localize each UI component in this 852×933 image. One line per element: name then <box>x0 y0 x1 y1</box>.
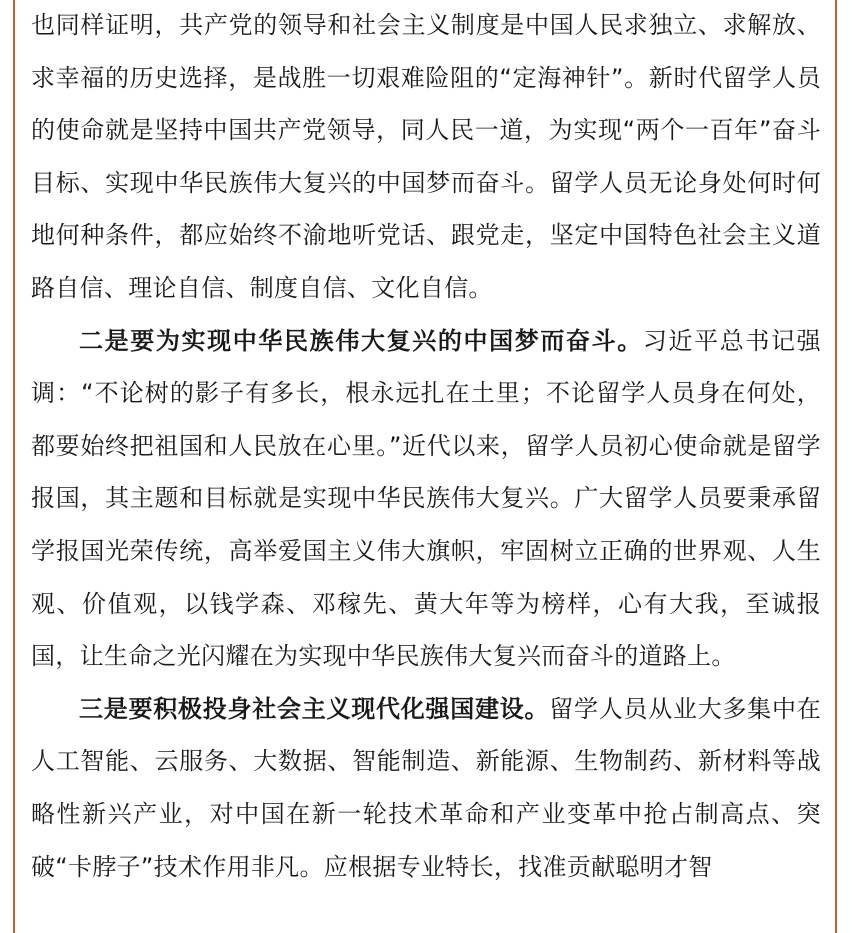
paragraph-second-point <box>31 315 821 683</box>
paragraph-continued <box>31 0 821 315</box>
paragraph-lead-heading: 二是要为实现中华民族伟大复兴的中国梦而奋斗。 <box>79 326 643 355</box>
paragraph-third-point <box>31 683 821 893</box>
document-page <box>13 0 837 933</box>
paragraph-text: 习近平总书记强调：“不论树的影子有多长，根永远扎在土里；不论留学人员身在何处，都要始终把祖国和人民放在心里。”近代以来，留学人员初心使命就是留学报国，其主题和目标就是实现中华民族伟大复兴。广大留学人员要秉承留学报国光荣传统，高举爱国主义伟大旗帜，牢固树立正确的世界观、人生观、价值观，以钱学森、邓稼先、黄大年等为榜样，心有大我，至诚报国，让生命之光闪耀在为实现中华民族伟大复兴而奋斗的道路上。 <box>31 326 821 671</box>
article-body <box>31 0 821 893</box>
paragraph-text: 留学人员从业大多集中在人工智能、云服务、大数据、智能制造、新能源、生物制药、新材料等战略性新兴产业，对中国在新一轮技术革命和产业变革中抢占制高点、突破“卡脖子”技术作用非凡。应根据专业特长，找准贡献聪明才智 <box>31 694 821 881</box>
paragraph-lead-heading: 三是要积极投身社会主义现代化强国建设。 <box>79 694 550 723</box>
paragraph-text: 也同样证明，共产党的领导和社会主义制度是中国人民求独立、求解放、求幸福的历史选择，是战胜一切艰难险阻的“定海神针”。新时代留学人员的使命就是坚持中国共产党领导，同人民一道，为实现“两个一百年”奋斗目标、实现中华民族伟大复兴的中国梦而奋斗。留学人员无论身处何时何地何种条件，都应始终不渝地听党话、跟党走，坚定中国特色社会主义道路自信、理论自信、制度自信、文化自信。 <box>31 11 821 302</box>
